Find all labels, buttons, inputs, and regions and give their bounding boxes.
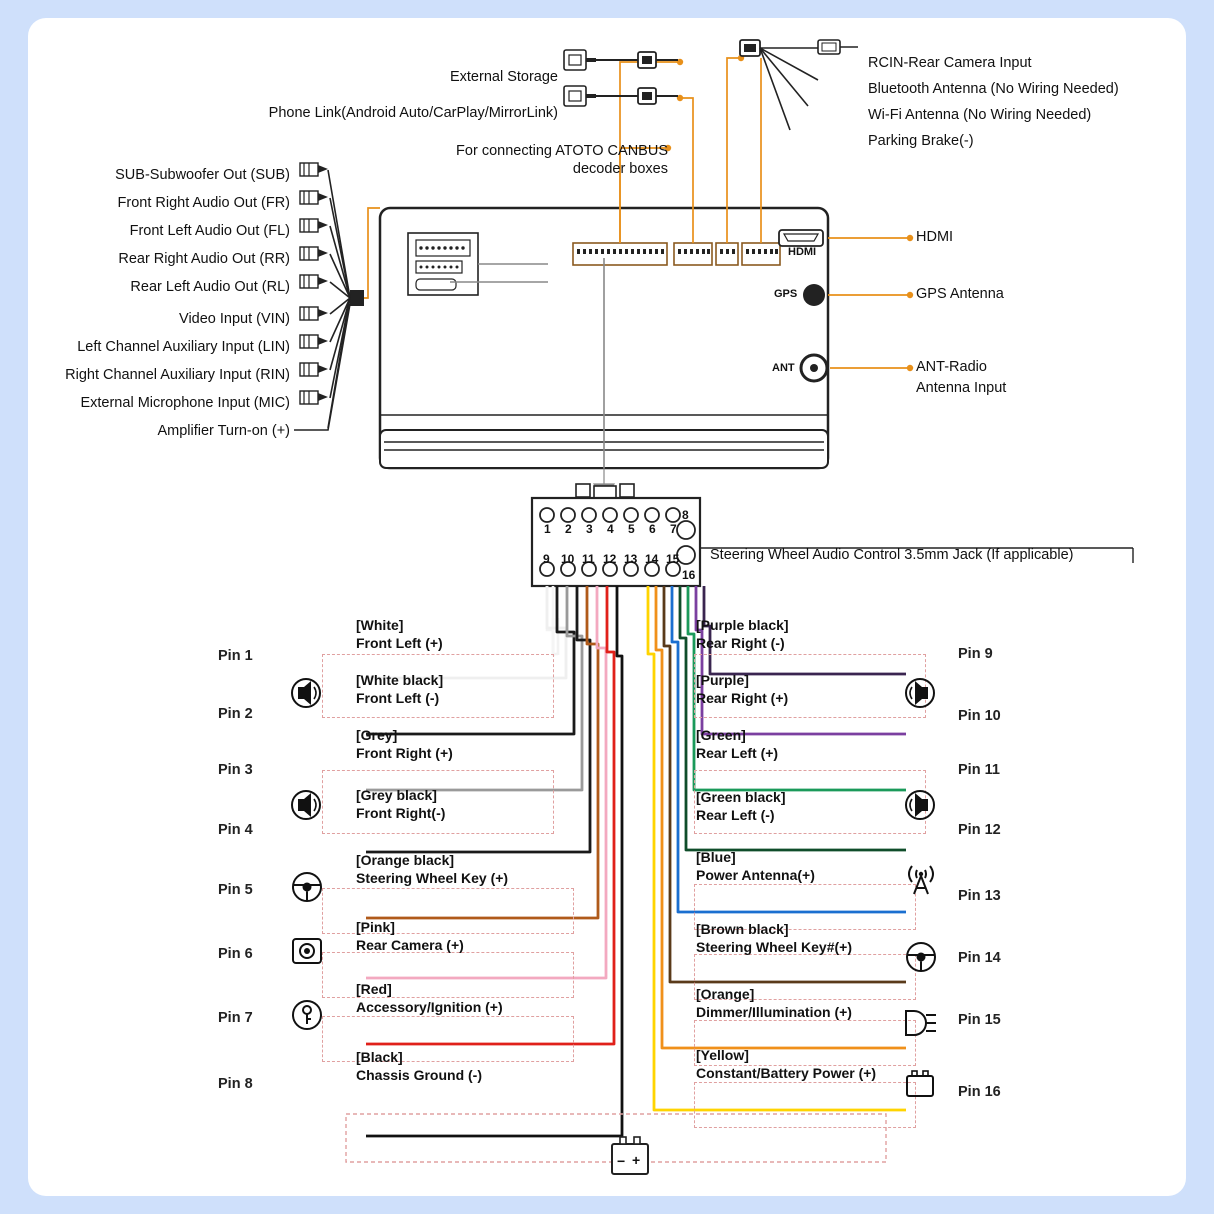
label-front-right-out: Front Right Audio Out (FR): [117, 195, 290, 211]
pin-number-5: 5: [628, 522, 635, 536]
label-ant-line2: Antenna Input: [916, 380, 1007, 396]
gps-port: [803, 284, 825, 306]
battery-icon-right: [904, 1070, 938, 1100]
wire-color-pin12: [Green black]: [696, 789, 786, 805]
wire-name-pin5: [356, 851, 508, 887]
pin-number-16: 16: [682, 568, 696, 582]
pin-number-6: 6: [649, 522, 656, 536]
port-caption-hdmi: HDMI: [788, 246, 817, 258]
label-parking-brake: Parking Brake(-): [868, 133, 974, 149]
ignition-key-icon: [290, 998, 324, 1032]
wire-func-pin11: Rear Left (+): [696, 745, 779, 762]
wire-func-pin10: Rear Right (+): [696, 690, 789, 707]
pin-number-7: 7: [670, 522, 677, 536]
wire-func-pin16: Constant/Battery Power (+): [696, 1065, 877, 1082]
pin-label-1: Pin 1: [218, 648, 253, 664]
pin-label-16: Pin 16: [958, 1084, 1001, 1100]
wire-name-pin8: [356, 1048, 482, 1084]
pin-number-15: 15: [666, 552, 680, 566]
pin-label-7: Pin 7: [218, 1010, 253, 1026]
pin-label-9: Pin 9: [958, 646, 993, 662]
wire-color-pin15: [Orange]: [696, 986, 755, 1002]
label-canbus-line2: decoder boxes: [572, 161, 668, 177]
speaker-right-icon-2: [900, 785, 940, 825]
pin-number-12: 12: [603, 552, 617, 566]
pin-number-14: 14: [645, 552, 659, 566]
speaker-left-icon-1: [286, 673, 326, 713]
wire-name-pin14: [696, 920, 852, 956]
battery-minus-label: −: [617, 1153, 626, 1169]
headlight-icon: [900, 1006, 940, 1040]
wire-box-pin16: [694, 1082, 916, 1128]
wire-name-pin4: [356, 786, 445, 822]
wire-name-pin16: [696, 1046, 876, 1082]
wire-name-pin7: [356, 980, 503, 1016]
label-phone-link: Phone Link(Android Auto/CarPlay/MirrorLink): [268, 105, 558, 121]
pin-label-6: Pin 6: [218, 946, 253, 962]
wire-color-pin14: [Brown black]: [696, 921, 789, 937]
label-bluetooth-antenna: Bluetooth Antenna (No Wiring Needed): [868, 81, 1119, 97]
rca-plug-stack: [294, 163, 364, 430]
wire-color-pin9: [Purple black]: [696, 617, 789, 633]
wire-color-pin6: [Pink]: [356, 919, 395, 935]
wire-func-pin1: Front Left (+): [356, 635, 443, 652]
label-rear-left-out: Rear Left Audio Out (RL): [130, 279, 290, 295]
wire-color-pin1: [White]: [356, 617, 404, 633]
wire-color-pin4: [Grey black]: [356, 787, 437, 803]
wire-name-pin15: [696, 985, 852, 1021]
pin-label-14: Pin 14: [958, 950, 1001, 966]
pin-label-12: Pin 12: [958, 822, 1001, 838]
wire-func-pin13: Power Antenna(+): [696, 867, 815, 884]
speaker-left-icon-2: [286, 785, 326, 825]
wire-name-pin3: [356, 726, 453, 762]
label-rear-right-out: Rear Right Audio Out (RR): [118, 251, 290, 267]
ant-port: [801, 355, 827, 381]
label-rcin: RCIN-Rear Camera Input: [868, 55, 1032, 71]
pin-number-1: 1: [544, 522, 551, 536]
wire-func-pin9: Rear Right (-): [696, 635, 785, 652]
antenna-icon: [898, 852, 944, 898]
label-swc-jack: Steering Wheel Audio Control 3.5mm Jack (If applicable): [710, 547, 1074, 563]
wire-color-pin11: [Green]: [696, 727, 746, 743]
port-caption-gps: GPS: [774, 288, 798, 300]
pin-label-11: Pin 11: [958, 762, 1000, 778]
label-amp-turnon: Amplifier Turn-on (+): [157, 423, 290, 439]
wire-func-pin3: Front Right (+): [356, 745, 453, 762]
label-gps-antenna: GPS Antenna: [916, 286, 1004, 302]
steering-wheel-icon-right: [904, 940, 938, 974]
wire-func-pin2: Front Left (-): [356, 690, 440, 707]
wire-color-pin10: [Purple]: [696, 672, 749, 688]
wire-func-pin14: Steering Wheel Key#(+): [696, 939, 852, 956]
wire-name-pin11: [696, 726, 778, 762]
pin-label-3: Pin 3: [218, 762, 253, 778]
wire-color-pin13: [Blue]: [696, 849, 736, 865]
wire-name-pin6: [356, 918, 464, 954]
wire-func-pin5: Steering Wheel Key (+): [356, 870, 509, 887]
label-external-storage: External Storage: [449, 69, 558, 85]
pin-label-2: Pin 2: [218, 706, 253, 722]
battery-plus-label: +: [632, 1152, 641, 1168]
label-hdmi: HDMI: [916, 229, 954, 245]
label-video-input: Video Input (VIN): [179, 311, 290, 327]
wire-func-pin12: Rear Left (-): [696, 807, 775, 824]
wire-color-pin8: [Black]: [356, 1049, 403, 1065]
steering-wheel-icon-left: [290, 870, 324, 904]
hdmi-port: [779, 230, 823, 246]
label-right-aux-input: Right Channel Auxiliary Input (RIN): [65, 367, 290, 383]
label-wifi-antenna: Wi-Fi Antenna (No Wiring Needed): [868, 107, 1092, 123]
pin-label-5: Pin 5: [218, 882, 253, 898]
pin-number-8: 8: [682, 508, 689, 522]
wire-func-pin6: Rear Camera (+): [356, 937, 464, 954]
wire-name-pin13: [696, 848, 815, 884]
diagram-page: [28, 18, 1186, 1196]
wire-name-pin1: [356, 616, 443, 652]
wire-func-pin7: Accessory/Ignition (+): [356, 999, 503, 1016]
speaker-right-icon-1: [900, 673, 940, 713]
pin-number-13: 13: [624, 552, 638, 566]
wire-func-pin15: Dimmer/Illumination (+): [696, 1004, 852, 1021]
connector-block: [532, 484, 1133, 586]
wire-name-pin2: [356, 671, 443, 707]
pin-label-8: Pin 8: [218, 1076, 253, 1092]
external-storage-cable: [564, 50, 678, 70]
pin-label-10: Pin 10: [958, 708, 1001, 724]
pin-number-11: 11: [582, 552, 595, 566]
wire-color-pin3: [Grey]: [356, 727, 398, 743]
phone-link-cable: [564, 86, 678, 106]
label-left-aux-input: Left Channel Auxiliary Input (LIN): [77, 339, 290, 355]
pin-label-15: Pin 15: [958, 1012, 1001, 1028]
wire-name-pin9: [696, 616, 789, 652]
wire-color-pin7: [Red]: [356, 981, 392, 997]
port-caption-ant: ANT: [772, 362, 795, 374]
wire-color-pin5: [Orange black]: [356, 852, 455, 868]
wire-name-pin12: [696, 788, 785, 824]
wire-color-pin2: [White black]: [356, 672, 444, 688]
camera-icon: [290, 934, 324, 968]
antenna-fan: [740, 40, 858, 130]
label-front-left-out: Front Left Audio Out (FL): [129, 223, 290, 239]
label-canbus-line1: For connecting ATOTO CANBUS: [456, 143, 668, 159]
wire-func-pin8: Chassis Ground (-): [356, 1067, 483, 1084]
label-ant-line1: ANT-Radio: [916, 359, 987, 375]
wire-color-pin16: [Yellow]: [696, 1047, 749, 1063]
label-mic-input: External Microphone Input (MIC): [80, 395, 290, 411]
pin-number-3: 3: [586, 522, 593, 536]
pin-number-9: 9: [543, 552, 550, 566]
pin-label-4: Pin 4: [218, 822, 253, 838]
wire-name-pin10: [696, 671, 788, 707]
pin-number-4: 4: [607, 522, 614, 536]
pin-number-2: 2: [565, 522, 572, 536]
label-sub-out: SUB-Subwoofer Out (SUB): [115, 167, 290, 183]
pin-label-13: Pin 13: [958, 888, 1001, 904]
pin-number-10: 10: [561, 552, 575, 566]
wire-func-pin4: Front Right(-): [356, 805, 446, 822]
